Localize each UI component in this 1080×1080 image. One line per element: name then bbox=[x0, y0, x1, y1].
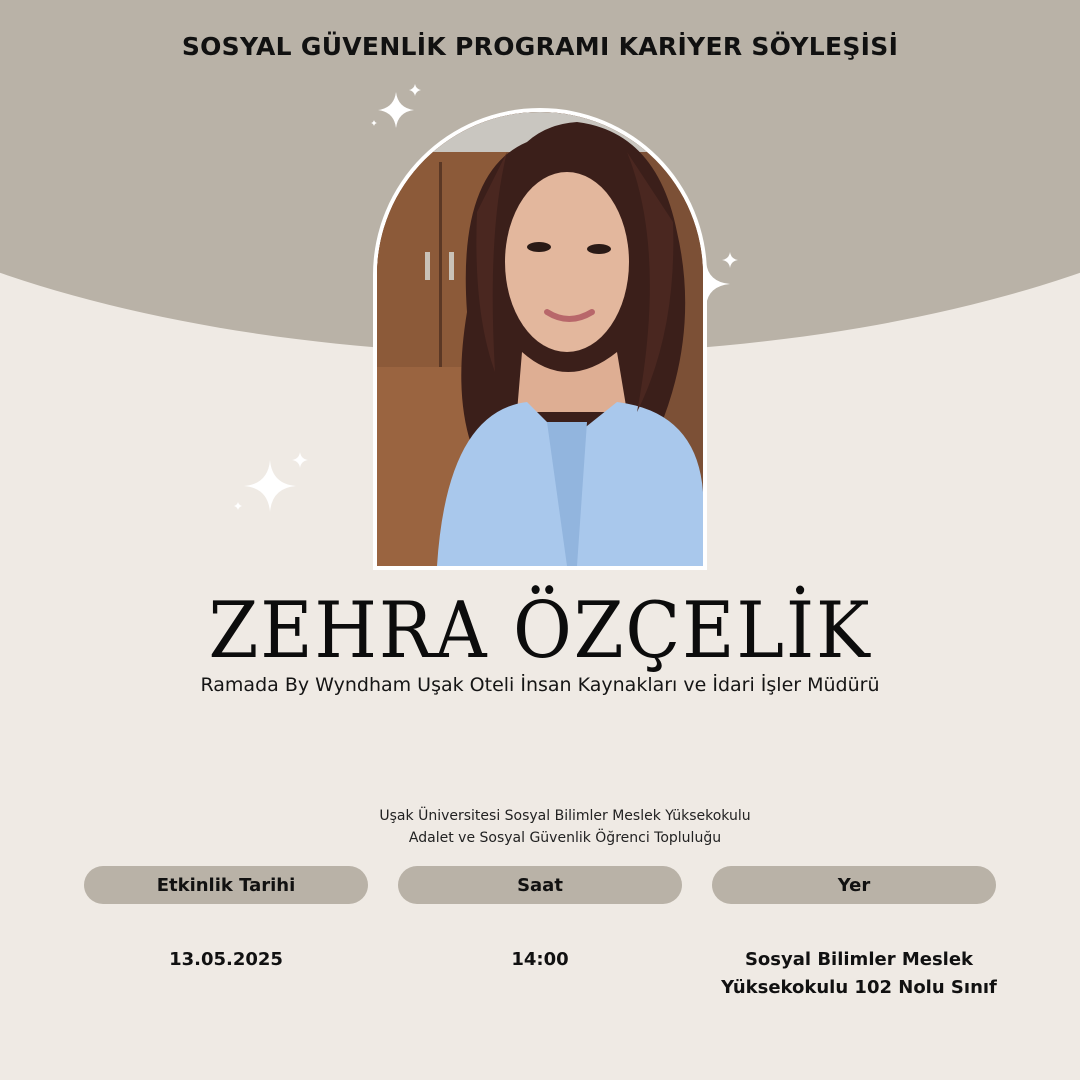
date-label-pill bbox=[84, 866, 368, 904]
event-place-line-2: Yüksekokulu 102 Nolu Sınıf bbox=[721, 977, 997, 998]
speaker-portrait bbox=[377, 112, 703, 566]
poster-title: SOSYAL GÜVENLİK PROGRAMI KARİYER SÖYLEŞİSİ bbox=[181, 32, 899, 61]
sparkle-icon bbox=[368, 82, 428, 138]
place-label-pill bbox=[712, 866, 996, 904]
time-label: Saat bbox=[517, 874, 563, 896]
event-place-line-1: Sosyal Bilimler Meslek bbox=[744, 949, 974, 970]
speaker-role: Ramada By Wyndham Uşak Oteli İnsan Kaynakları ve İdari İşler Müdürü bbox=[200, 674, 880, 696]
event-time: 14:00 bbox=[511, 949, 569, 970]
time-label-pill bbox=[398, 866, 682, 904]
event-date: 13.05.2025 bbox=[169, 949, 283, 970]
portrait-frame bbox=[373, 108, 707, 570]
place-label: Yer bbox=[837, 874, 871, 896]
event-place bbox=[700, 946, 1018, 1002]
speaker-name: ZEHRA ÖZÇELİK bbox=[208, 586, 872, 676]
sparkle-icon bbox=[230, 446, 314, 526]
organizer-line-1: Uşak Üniversitesi Sosyal Bilimler Meslek Yüksekokulu bbox=[379, 808, 751, 824]
organizer-line-2: Adalet ve Sosyal Güvenlik Öğrenci Topluluğu bbox=[408, 830, 722, 846]
date-label: Etkinlik Tarihi bbox=[156, 874, 296, 896]
